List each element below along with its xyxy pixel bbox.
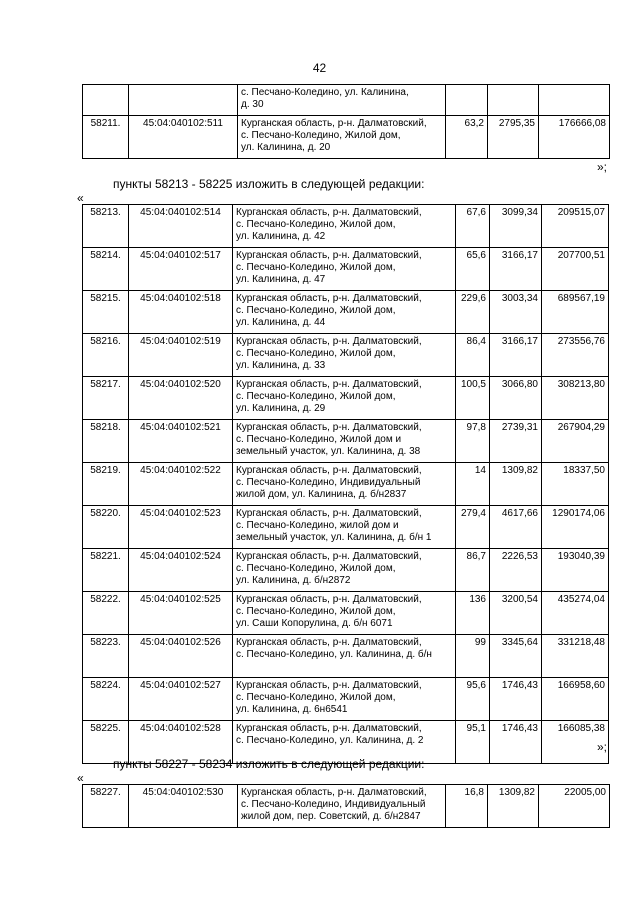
cadastral-number-cell [129,85,238,116]
area-cell: 86,4 [456,334,490,377]
cadastral-value-cell [539,85,610,116]
table-row [83,205,609,248]
cadastral-number-cell: 45:04:040102:511 [129,116,238,159]
cadastral-value-cell: 308213,80 [542,377,609,420]
unit-value-cell: 2795,35 [488,116,539,159]
area-cell: 95,1 [456,721,490,764]
unit-value-cell: 2226,53 [490,549,542,592]
cadastral-value-cell: 193040,39 [542,549,609,592]
row-number-cell: 58217. [83,377,129,420]
unit-value-cell: 1746,43 [490,678,542,721]
area-cell: 14 [456,463,490,506]
row-number-cell [83,85,129,116]
table-row [83,506,609,549]
area-cell: 63,2 [446,116,488,159]
address-cell: Курганская область, р-н. Далматовский, с. Песчано-Коледино, Жилой дом, ул. Калинина, д. 29 [233,377,456,420]
unit-value-cell: 3003,34 [490,291,542,334]
unit-value-cell: 3099,34 [490,205,542,248]
cadastral-number-cell: 45:04:040102:519 [129,334,233,377]
area-cell: 99 [456,635,490,678]
row-number-cell: 58220. [83,506,129,549]
cadastral-number-cell: 45:04:040102:518 [129,291,233,334]
cadastral-value-cell: 331218,48 [542,635,609,678]
area-cell: 67,6 [456,205,490,248]
address-cell: Курганская область, р-н. Далматовский, с. Песчано-Коледино, Жилой дом, ул. Калинина, д. 6н6541 [233,678,456,721]
amendment-paragraph: пункты 58227 - 58234 изложить в следующей редакции: [113,757,425,771]
cadastral-number-cell: 45:04:040102:530 [129,785,238,828]
cadastral-value-cell: 267904,29 [542,420,609,463]
address-cell: Курганская область, р-н. Далматовский, с. Песчано-Коледино, Индивидуальный жилой дом, пер. Советский, д. б/н2847 [238,785,446,828]
table-row [83,420,609,463]
cadastral-value-cell: 435274,04 [542,592,609,635]
address-cell: Курганская область, р-н. Далматовский, с. Песчано-Коледино, Жилой дом, ул. Калинина, д. 20 [238,116,446,159]
address-cell: Курганская область, р-н. Далматовский, с. Песчано-Коледино, ул. Калинина, д. б/н [233,635,456,678]
row-number-cell: 58218. [83,420,129,463]
table-row [83,549,609,592]
row-number-cell: 58213. [83,205,129,248]
area-cell: 136 [456,592,490,635]
unit-value-cell: 1309,82 [488,785,539,828]
table-row [83,116,610,159]
cadastral-value-cell: 18337,50 [542,463,609,506]
cadastral-value-cell: 273556,76 [542,334,609,377]
unit-value-cell: 3345,64 [490,635,542,678]
closing-quote: »; [596,160,607,174]
row-number-cell: 58216. [83,334,129,377]
cadastral-value-cell: 166958,60 [542,678,609,721]
address-cell: Курганская область, р-н. Далматовский, с. Песчано-Коледино, Жилой дом, ул. Калинина, д. 42 [233,205,456,248]
table-row [83,785,610,828]
amendment-paragraph: пункты 58213 - 58225 изложить в следующей редакции: [113,177,425,191]
row-number-cell: 58211. [83,116,129,159]
registry-table-continuation [82,84,610,159]
unit-value-cell: 3066,80 [490,377,542,420]
area-cell: 100,5 [456,377,490,420]
cadastral-value-cell: 1290174,06 [542,506,609,549]
unit-value-cell: 3200,54 [490,592,542,635]
table-row [83,678,609,721]
address-cell: с. Песчано-Коледино, ул. Калинина, д. 30 [238,85,446,116]
row-number-cell: 58225. [83,721,129,764]
registry-table-amended [82,784,610,828]
cadastral-number-cell: 45:04:040102:525 [129,592,233,635]
cadastral-number-cell: 45:04:040102:528 [129,721,233,764]
opening-quote: « [77,771,84,785]
area-cell: 16,8 [446,785,488,828]
row-number-cell: 58214. [83,248,129,291]
table-row [83,592,609,635]
cadastral-number-cell: 45:04:040102:522 [129,463,233,506]
row-number-cell: 58222. [83,592,129,635]
cadastral-number-cell: 45:04:040102:517 [129,248,233,291]
cadastral-number-cell: 45:04:040102:527 [129,678,233,721]
unit-value-cell: 3166,17 [490,334,542,377]
area-cell [446,85,488,116]
address-cell: Курганская область, р-н. Далматовский, с. Песчано-Коледино, Жилой дом, ул. Калинина, д. 47 [233,248,456,291]
cadastral-number-cell: 45:04:040102:523 [129,506,233,549]
address-cell: Курганская область, р-н. Далматовский, с. Песчано-Коледино, Жилой дом и земельный участок, ул. Калинина, д. 38 [233,420,456,463]
cadastral-value-cell: 176666,08 [539,116,610,159]
area-cell: 279,4 [456,506,490,549]
cadastral-value-cell: 209515,07 [542,205,609,248]
cadastral-value-cell: 689567,19 [542,291,609,334]
unit-value-cell: 3166,17 [490,248,542,291]
area-cell: 97,8 [456,420,490,463]
page-number: 42 [312,61,327,75]
row-number-cell: 58221. [83,549,129,592]
row-number-cell: 58215. [83,291,129,334]
unit-value-cell: 1746,43 [490,721,542,764]
area-cell: 95,6 [456,678,490,721]
row-number-cell: 58227. [83,785,129,828]
row-number-cell: 58223. [83,635,129,678]
cadastral-number-cell: 45:04:040102:520 [129,377,233,420]
unit-value-cell: 4617,66 [490,506,542,549]
closing-quote: »; [596,740,607,754]
area-cell: 229,6 [456,291,490,334]
row-number-cell: 58224. [83,678,129,721]
table-row [83,291,609,334]
area-cell: 65,6 [456,248,490,291]
table-row [83,463,609,506]
cadastral-number-cell: 45:04:040102:526 [129,635,233,678]
cadastral-number-cell: 45:04:040102:514 [129,205,233,248]
table-row [83,248,609,291]
unit-value-cell: 1309,82 [490,463,542,506]
address-cell: Курганская область, р-н. Далматовский, с. Песчано-Коледино, ул. Калинина, д. 2 [233,721,456,764]
table-row [83,85,610,116]
address-cell: Курганская область, р-н. Далматовский, с. Песчано-Коледино, Жилой дом, ул. Саши Копорулина, д. б/н 6071 [233,592,456,635]
unit-value-cell [488,85,539,116]
table-row [83,377,609,420]
address-cell: Курганская область, р-н. Далматовский, с. Песчано-Коледино, Жилой дом, ул. Калинина, д. 44 [233,291,456,334]
address-cell: Курганская область, р-н. Далматовский, с. Песчано-Коледино, Индивидуальный жилой дом, ул. Калинина, д. б/н2837 [233,463,456,506]
cadastral-number-cell: 45:04:040102:521 [129,420,233,463]
unit-value-cell: 2739,31 [490,420,542,463]
row-number-cell: 58219. [83,463,129,506]
table-row [83,635,609,678]
address-cell: Курганская область, р-н. Далматовский, с. Песчано-Коледино, жилой дом и земельный участок, ул. Калинина, д. б/н 1 [233,506,456,549]
opening-quote: « [77,191,84,205]
table-row [83,334,609,377]
area-cell: 86,7 [456,549,490,592]
registry-table-amended [82,204,609,764]
cadastral-value-cell: 166085,38 [542,721,609,764]
cadastral-value-cell: 22005,00 [539,785,610,828]
address-cell: Курганская область, р-н. Далматовский, с. Песчано-Коледино, Жилой дом, ул. Калинина, д. б/н2872 [233,549,456,592]
address-cell: Курганская область, р-н. Далматовский, с. Песчано-Коледино, Жилой дом, ул. Калинина, д. 33 [233,334,456,377]
cadastral-number-cell: 45:04:040102:524 [129,549,233,592]
cadastral-value-cell: 207700,51 [542,248,609,291]
